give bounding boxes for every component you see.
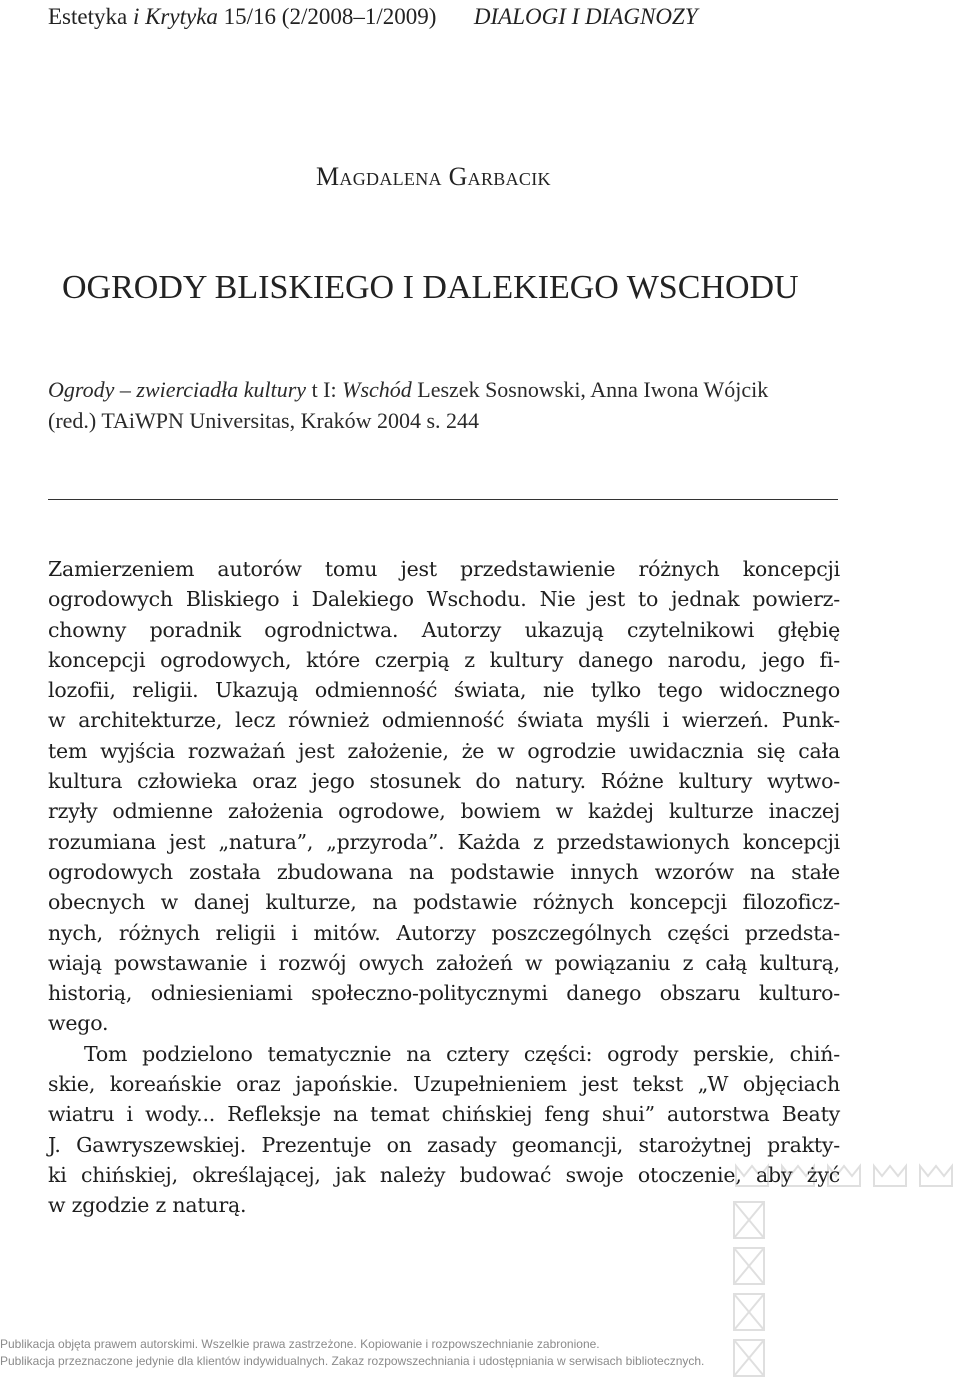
body-line: wiają powstawanie i rozwój owych założeń w powiązaniu z całą kulturą, bbox=[48, 950, 840, 975]
body-line: rozumiana jest „natura”, „przyroda”. Każda z przedstawionych koncepcji bbox=[48, 829, 840, 854]
copyright-footer bbox=[0, 1336, 704, 1370]
review-body bbox=[48, 554, 840, 1221]
body-line: ogrodowych Bliskiego i Dalekiego Wschodu. Nie jest to jednak powierz- bbox=[48, 587, 840, 612]
body-line: historią, odniesieniami społeczno-politycznymi danego obszaru kulturo- bbox=[48, 981, 840, 1006]
body-line: chowny poradnik ogrodnictwa. Autorzy ukazują czytelnikowi głębię bbox=[48, 617, 840, 642]
volume-prefix: t I: bbox=[306, 377, 343, 402]
divider-rule bbox=[48, 499, 838, 500]
footer-line-1: Publikacja objęta prawem autorskimi. Wszelkie prawa zastrzeżone. Kopiowanie i rozpowszechnianie zabronione. bbox=[0, 1337, 600, 1351]
journal-name-italic: i Krytyka bbox=[132, 4, 218, 29]
bib-line-2: (red.) TAiWPN Universitas, Kraków 2004 s. 244 bbox=[48, 408, 480, 433]
body-line: Tom podzielono tematycznie na cztery części: ogrody perskie, chiń- bbox=[84, 1041, 840, 1066]
body-line: w architekturze, lecz również odmienność świata myśli i wierzeń. Punk- bbox=[48, 708, 840, 733]
body-line: ki chińskiej, określającej, jak należy budować swoje otoczenie, aby żyć bbox=[48, 1162, 840, 1187]
body-line: skie, koreańskie oraz japońskie. Uzupełnieniem jest tekst „W objęciach bbox=[48, 1072, 840, 1097]
volume-title: Wschód bbox=[342, 377, 412, 402]
author-name: Magdalena Garbacik bbox=[316, 162, 551, 191]
book-title: Ogrody – zwierciadła kultury bbox=[48, 377, 307, 402]
issue-number: 15/16 (2/2008–1/2009) bbox=[223, 4, 437, 29]
body-line: J. Gawryszewskiej. Prezentuje on zasady geomancji, starożytnej prakty- bbox=[48, 1132, 840, 1157]
body-line: w zgodzie z naturą. bbox=[48, 1193, 247, 1218]
running-header bbox=[48, 2, 928, 32]
article-title: OGRODY BLISKIEGO I DALEKIEGO WSCHODU bbox=[62, 269, 799, 306]
journal-name: Estetyka bbox=[48, 4, 128, 29]
editors: Leszek Sosnowski, Anna Iwona Wójcik bbox=[411, 377, 769, 402]
section-name: DIALOGI I DIAGNOZY bbox=[473, 4, 698, 29]
crown-shield-logo bbox=[730, 1162, 960, 1384]
body-line: Zamierzeniem autorów tomu jest przedstawienie różnych koncepcji bbox=[48, 557, 840, 581]
body-line: lozofii, religii. Ukazują odmienność świata, nie tylko tego widocznego bbox=[48, 678, 840, 703]
body-line: obecnych w danej kulturze, na podstawie różnych koncepcji filozoficz- bbox=[48, 890, 840, 915]
body-line: wego. bbox=[48, 1011, 109, 1036]
body-line: rzyły odmienne założenia ogrodowe, bowiem w każdej kulturze inaczej bbox=[48, 799, 840, 824]
footer-line-2: Publikacja przeznaczone jedynie dla klientów indywidualnych. Zakaz rozpowszechniania i udostępniania w serwisach bibliotecznych. bbox=[0, 1354, 705, 1368]
body-line: kultura człowieka oraz jego stosunek do natury. Różne kultury wytwo- bbox=[48, 769, 840, 794]
body-line: koncepcji ogrodowych, które czerpią z kultury danego narodu, jego fi- bbox=[48, 647, 840, 672]
body-line: tem wyjścia rozważań jest założenie, że w ogrodzie uwidacznia się cała bbox=[48, 738, 840, 763]
bibliographic-reference bbox=[48, 374, 848, 436]
body-line: ogrodowych została zbudowana na podstawie innych wzorów na stałe bbox=[48, 859, 840, 884]
body-line: wiatru i wody... Refleksje na temat chińskiej feng shui” autorstwa Beaty bbox=[48, 1102, 840, 1127]
bib-line-1 bbox=[48, 374, 848, 405]
body-line: nych, różnych religii i mitów. Autorzy poszczególnych części przedsta- bbox=[48, 920, 840, 945]
